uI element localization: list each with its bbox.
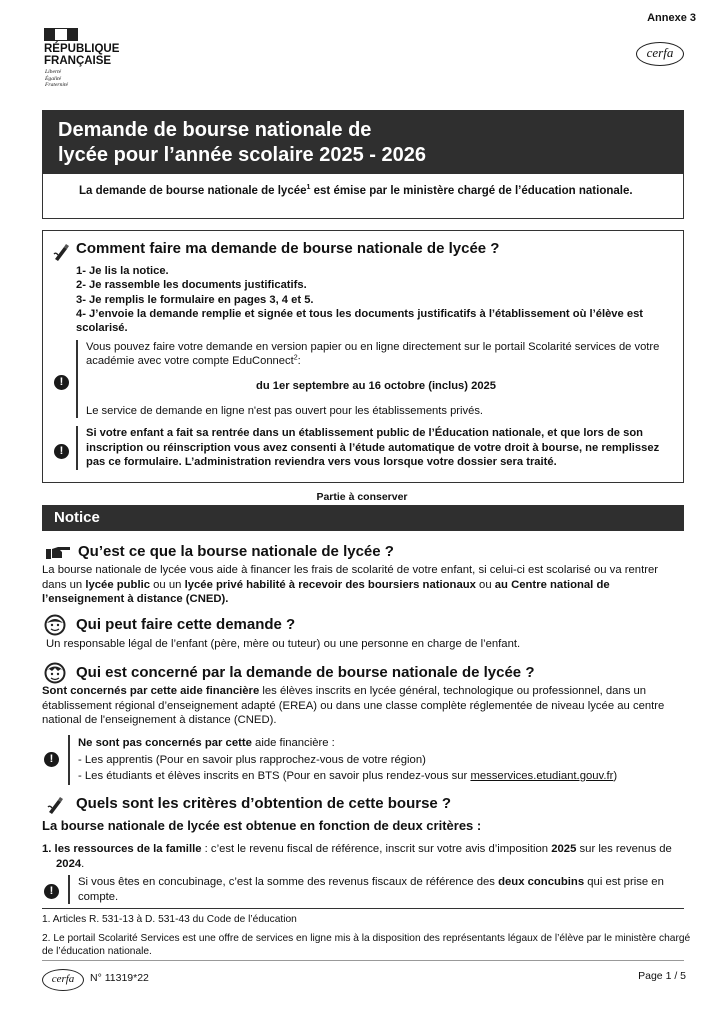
- c1-b: 1. les ressources de la famille: [42, 843, 202, 855]
- alert-icon: !: [44, 752, 59, 767]
- c1-b2: 2025: [551, 843, 577, 855]
- q3-text: [42, 684, 682, 728]
- q4-subtitle: La bourse nationale de lycée est obtenue en fonction de deux critères :: [42, 818, 482, 833]
- footer-divider: [42, 960, 684, 961]
- alert-icon: !: [44, 884, 59, 899]
- not-t: aide financière :: [251, 737, 335, 749]
- messervices-link[interactable]: messervices.etudiant.gouv.fr: [470, 770, 614, 782]
- title-line-2: lycée pour l’année scolaire 2025 - 2026: [58, 144, 426, 166]
- footnote-2: 2. Le portail Scolarité Services est une offre de services en ligne mis à la disposition des représentants légaux de l’élève par le ministère chargé de l’éducation nationale.: [42, 933, 691, 957]
- q1-t1: La bourse nationale de lycée vous aide à financer les frais de scolarité de votre enfant, si celui-ci est scolarisé ou va rentrer dans un: [42, 564, 659, 591]
- not-concerned-heading: [78, 735, 688, 752]
- q1-text: [42, 563, 684, 607]
- con-t2: qui est prise en compte.: [78, 876, 664, 903]
- q3-title: Qui est concerné par la demande de bourse nationale de lycée ?: [76, 664, 535, 681]
- child-face-icon: [44, 662, 66, 684]
- q4-title: Quels sont les critères d’obtention de cette bourse ?: [76, 795, 452, 812]
- online-text: [86, 340, 666, 368]
- step-2: 2- Je rassemble les documents justificatifs.: [76, 279, 307, 292]
- motto-liberte: Liberté: [45, 69, 62, 75]
- step-3: 3- Je remplis le formulaire en pages 3, 4 et 5.: [76, 293, 314, 306]
- item2-end: ): [613, 770, 618, 782]
- republique-text: RÉPUBLIQUE: [44, 43, 120, 55]
- intro-a: La demande de bourse nationale de lycée: [79, 185, 307, 197]
- keep-label: Partie à conserver: [316, 491, 408, 503]
- q1-title: Qu’est ce que la bourse nationale de lycée ?: [78, 543, 394, 560]
- q3-t1: les élèves inscrits en lycée général, technologique ou professionnel, dans un établissement régional d’enseignement adapté (EREA) ou dans une classe complète réglementée de niveau lycée au centre national de l'enseignement à distance (CNED).: [42, 685, 665, 726]
- private-note: Le service de demande en ligne n'est pas ouvert pour les établissements privés.: [86, 405, 484, 417]
- q1-b1: lycée public: [85, 578, 151, 591]
- item2-text: - Les étudiants et élèves inscrits en BTS (Pour en savoir plus rendez-vous sur: [78, 770, 471, 782]
- c1-t3: .: [81, 857, 85, 870]
- con-b: deux concubins: [498, 876, 585, 888]
- francaise-text: FRANÇAISE: [44, 55, 112, 67]
- con-t: Si vous êtes en concubinage, c’est la somme des revenus fiscaux de référence des: [78, 876, 499, 888]
- alert-icon: !: [54, 375, 69, 390]
- online-a: Vous pouvez faire votre demande en version papier ou en ligne directement sur le portail Scolarité services de votre académie avec votre compte EduConnect: [86, 341, 660, 367]
- online-footnote-ref: 2: [293, 354, 298, 362]
- page-number: Page 1 / 5: [638, 970, 686, 982]
- step-1: 1- Je lis la notice.: [76, 265, 169, 277]
- page-title: [42, 110, 684, 174]
- criterion-1: [42, 842, 682, 871]
- form-number: N° 11319*22: [90, 972, 149, 984]
- q3-b1: Sont concernés par cette aide financière: [42, 685, 260, 697]
- q1-b3: au Centre national de l’enseignement à distance (CNED).: [42, 578, 610, 605]
- republique-francaise-block: [44, 43, 119, 67]
- notice-header: Notice: [42, 505, 684, 531]
- annexe-label: Annexe 3: [647, 12, 696, 24]
- title-line-1: Demande de bourse nationale de: [58, 119, 372, 141]
- public-note: Si votre enfant a fait sa rentrée dans un établissement public de l’Éducation nationale, et que lors de son inscription ou réinscription vous avez consenti à l’étude automatique de votre droit à bourse, ne remplissez pas ce formulaire. L’administration reviendra vers vous lorsque votre dossier sera traité.: [76, 426, 666, 470]
- alert-icon: !: [54, 444, 69, 459]
- c1-b3: 2024: [56, 857, 82, 870]
- person-face-icon: [44, 614, 66, 636]
- cerfa-logo: cerfa: [636, 42, 684, 66]
- c1-t: : c’est le revenu fiscal de référence, inscrit sur votre avis d’imposition: [201, 843, 552, 855]
- q2-title: Qui peut faire cette demande ?: [76, 616, 296, 633]
- q1-t2: ou un: [150, 578, 185, 591]
- cerfa-footer-logo: cerfa: [42, 969, 84, 991]
- concubinage-note: [68, 875, 684, 904]
- pen-icon: [46, 795, 66, 815]
- pointing-hand-icon: [44, 543, 72, 561]
- not-b: Ne sont pas concernés par cette: [78, 737, 252, 749]
- intro-b: est émise par le ministère chargé de l’éducation nationale.: [310, 185, 633, 197]
- intro-text: [42, 174, 684, 219]
- devise: [45, 69, 68, 89]
- not-concerned-item-1: - Les apprentis (Pour en savoir plus rapprochez-vous de votre région): [78, 753, 426, 766]
- online-dates: du 1er septembre au 16 octobre (inclus) 2025: [256, 380, 496, 392]
- motto-egalite: Égalité: [45, 75, 62, 82]
- q1-b2: lycée privé habilité à recevoir des boursiers nationaux: [184, 578, 476, 591]
- footnote-divider: [42, 908, 684, 909]
- step-4: 4- J’envoie la demande remplie et signée et tous les documents justificatifs à l’établissement où l’élève est scolarisé.: [76, 307, 644, 335]
- marianne-logo: [44, 28, 78, 41]
- q2-text: Un responsable légal de l’enfant (père, mère ou tuteur) ou une personne en charge de l’enfant.: [46, 638, 521, 650]
- intro-footnote-ref: 1: [306, 184, 311, 192]
- c1-t2: sur les revenus de: [576, 843, 672, 855]
- steps-list: [76, 264, 666, 335]
- motto-fraternite: Fraternité: [45, 82, 68, 88]
- howto-title: Comment faire ma demande de bourse nationale de lycée ?: [76, 240, 500, 257]
- q1-t3: ou: [475, 578, 495, 591]
- online-b: :: [297, 355, 301, 367]
- not-concerned-item-2: [78, 768, 688, 785]
- not-concerned-block: [68, 735, 688, 785]
- pen-icon: [52, 242, 72, 262]
- online-info: [76, 340, 666, 418]
- footnote-1: 1. Articles R. 531-13 à D. 531-43 du Code de l’éducation: [42, 914, 297, 925]
